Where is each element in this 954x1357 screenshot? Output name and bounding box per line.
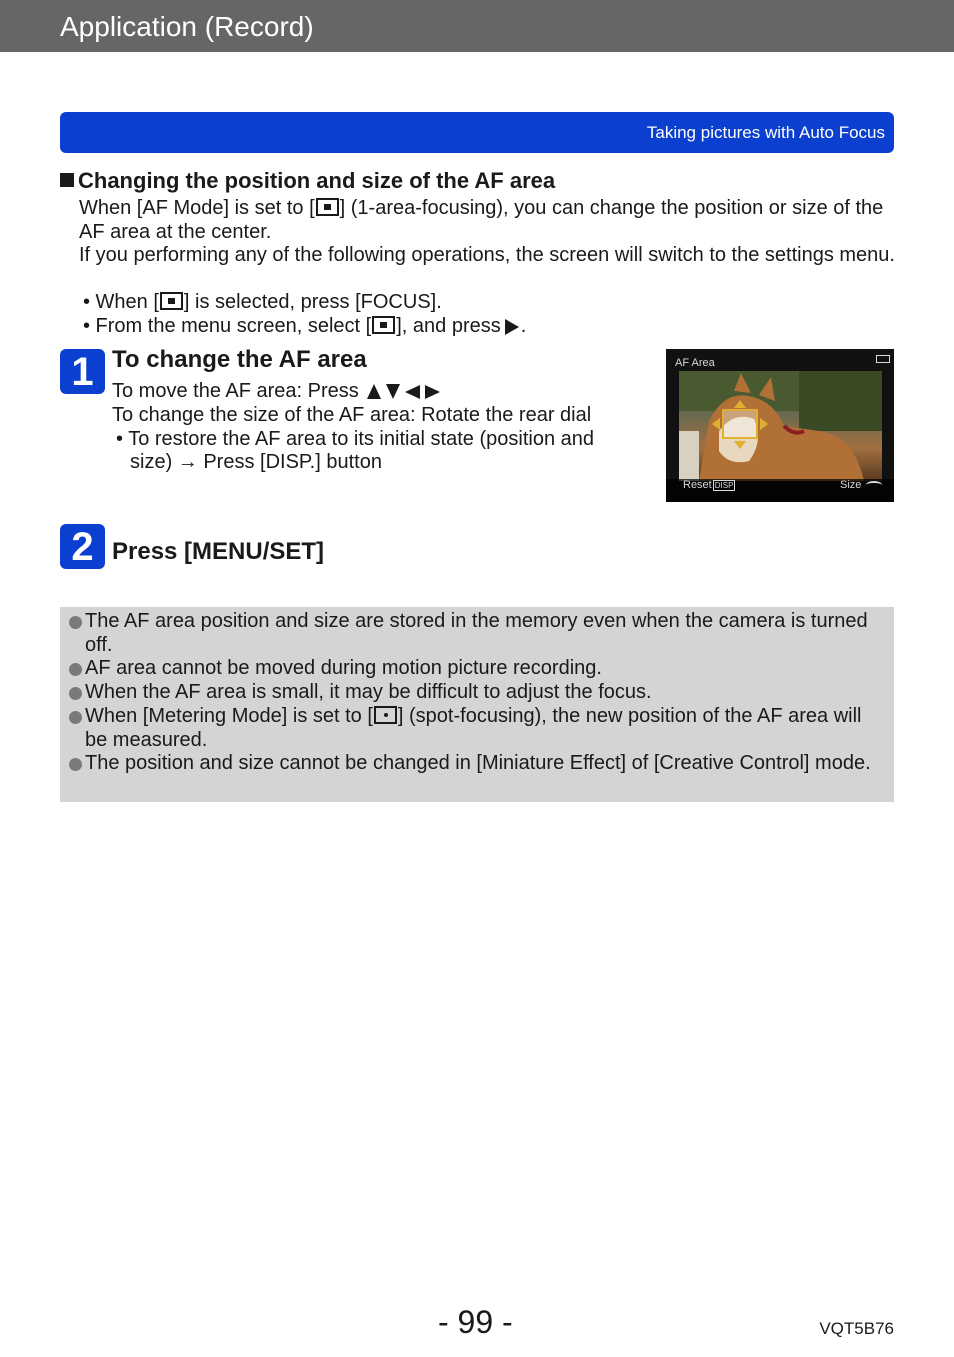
intro-paragraph-2: If you performing any of the following operations, the screen will switch to the settings menu. — [79, 244, 895, 266]
step-2-title: Press [MENU/SET] — [112, 538, 325, 565]
note-text: When the AF area is small, it may be difficult to adjust the focus. — [85, 681, 652, 703]
model-code: VQT5B76 — [819, 1319, 894, 1338]
step-1-title: To change the AF area — [112, 346, 367, 373]
bullet-dot-icon — [69, 711, 82, 724]
cursor-up-icon — [367, 384, 381, 399]
page-number: - 99 - — [438, 1304, 513, 1340]
af-right-indicator — [760, 418, 768, 430]
bullet-text: • From the menu screen, select [ — [83, 315, 372, 337]
note-2 — [85, 657, 885, 681]
note-3 — [85, 681, 885, 705]
spot-metering-icon — [374, 706, 397, 724]
one-area-focus-icon — [316, 198, 339, 216]
step-1-line-1 — [112, 380, 445, 406]
one-area-focus-icon — [372, 316, 395, 334]
note-5 — [85, 752, 885, 776]
section-bar — [60, 112, 894, 153]
step-1-line-4: size) → Press [DISP.] button — [130, 451, 382, 473]
intro-text: ] (1-area-focusing), you can change the position or size of the AF area at the center. — [79, 197, 884, 243]
note-text: AF area cannot be moved during motion picture recording. — [85, 657, 602, 679]
bullet-dot-icon — [69, 663, 82, 676]
battery-icon — [876, 355, 890, 363]
chapter-title: Application (Record) — [60, 11, 314, 42]
size-text: Size — [840, 479, 862, 491]
disp-button-icon: DISP — [714, 481, 734, 490]
notes-box — [60, 607, 894, 802]
one-area-focus-icon — [160, 292, 183, 310]
step-text: To move the AF area: Press — [112, 380, 359, 402]
reset-text: Reset — [683, 479, 712, 491]
rear-dial-icon — [866, 481, 882, 489]
top-bar — [0, 0, 954, 52]
note-text: The position and size cannot be changed in [Miniature Effect] of [Creative Control] mode. — [85, 752, 871, 774]
note-4 — [85, 705, 885, 752]
dog-photo — [679, 371, 882, 481]
step-1-line-2: To change the size of the AF area: Rotate the rear dial — [112, 404, 592, 426]
bullet-text: ] is selected, press [FOCUS]. — [183, 291, 442, 313]
step-2-badge: 2 — [60, 524, 105, 569]
size-label — [840, 480, 882, 491]
cursor-left-icon — [405, 385, 420, 399]
step-1-badge: 1 — [60, 349, 105, 394]
note-text: The AF area position and size are stored in the memory even when the camera is turned off. — [85, 610, 868, 656]
reset-label — [683, 480, 735, 491]
bullet-dot-icon — [69, 687, 82, 700]
section-heading — [60, 168, 555, 194]
dog-illustration — [679, 371, 882, 481]
note-text: ] (spot-focusing), the new position of the AF area will be measured. — [85, 705, 862, 751]
cursor-buttons — [367, 382, 445, 406]
bullet-dot-icon — [69, 758, 82, 771]
camera-screen-image — [666, 349, 894, 502]
section-heading-text: Changing the position and size of the AF area — [78, 168, 556, 193]
intro-bullet-2 — [83, 315, 526, 339]
step-1-line-3: • To restore the AF area to its initial state (position and — [116, 428, 594, 450]
square-bullet-icon — [60, 173, 74, 187]
bullet-text: • When [ — [83, 291, 159, 313]
note-1 — [85, 610, 885, 657]
cursor-down-icon — [386, 384, 400, 399]
intro-bullet-1 — [83, 291, 442, 315]
cursor-right-icon — [425, 385, 440, 399]
note-text: When [Metering Mode] is set to [ — [85, 705, 373, 727]
af-up-indicator — [734, 400, 746, 408]
af-area-frame[interactable] — [722, 409, 758, 439]
bullet-text: . — [520, 315, 527, 337]
right-arrow-icon — [505, 319, 519, 335]
af-left-indicator — [712, 418, 720, 430]
section-label[interactable]: Taking pictures with Auto Focus — [646, 123, 885, 142]
af-down-indicator — [734, 441, 746, 449]
bullet-dot-icon — [69, 616, 82, 629]
intro-paragraph-1 — [79, 197, 899, 244]
bullet-text: ], and press — [396, 315, 501, 337]
intro-text: When [AF Mode] is set to [ — [79, 197, 315, 219]
af-area-label: AF Area — [675, 357, 715, 369]
